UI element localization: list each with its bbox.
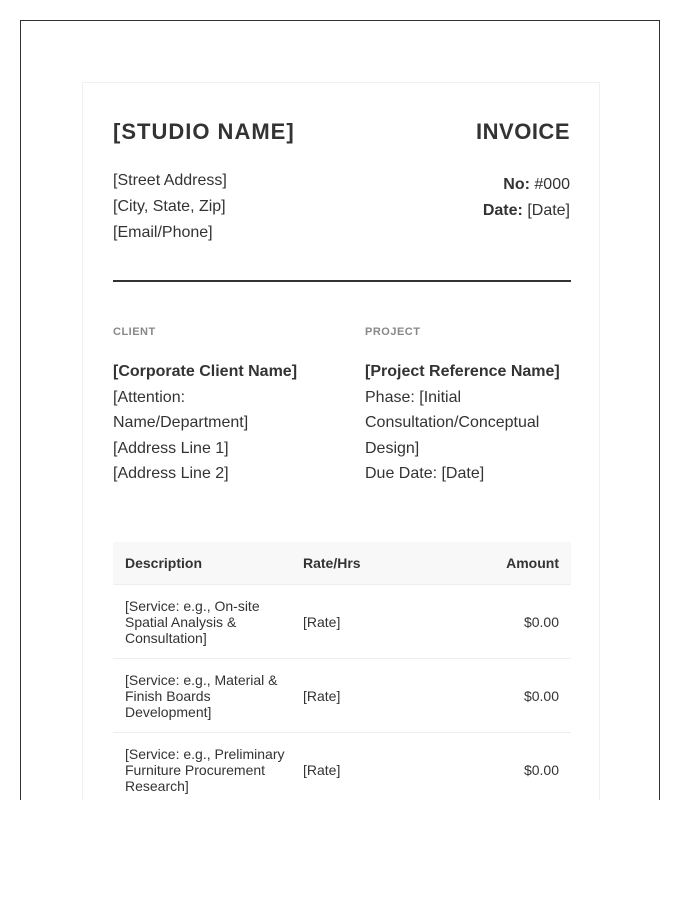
header-divider — [113, 280, 571, 282]
client-section-label: CLIENT — [113, 326, 156, 338]
header-rate: Rate/Hrs — [303, 555, 361, 571]
header-description: Description — [125, 555, 203, 571]
row-amount: $0.00 — [523, 687, 559, 704]
client-address-line-2: [Address Line 2] — [113, 465, 229, 483]
table-header — [113, 542, 571, 585]
row-description: [Service: e.g., Preliminary Furniture Procurement Research] — [125, 745, 285, 794]
studio-name: [STUDIO NAME] — [113, 119, 295, 144]
header-amount: Amount — [506, 555, 559, 571]
row-rate: [Rate] — [303, 613, 341, 630]
invoice-date-label: Date: — [482, 202, 523, 219]
project-details — [365, 359, 565, 487]
project-name: [Project Reference Name] — [365, 363, 560, 380]
table-row — [113, 585, 571, 659]
address-line-contact: [Email/Phone] — [113, 224, 213, 241]
client-attention: [Attention: Name/Department] — [113, 388, 249, 432]
row-amount: $0.00 — [523, 761, 559, 778]
client-details — [113, 359, 313, 487]
client-name: [Corporate Client Name] — [113, 363, 298, 380]
project-due-date: Due Date: [Date] — [365, 465, 485, 483]
row-description: [Service: e.g., On-site Spatial Analysis & Consultation] — [125, 597, 260, 646]
project-section-label: PROJECT — [365, 326, 421, 338]
project-phase: Phase: [Initial Consultation/Conceptual Design] — [365, 388, 540, 457]
address-line-street: [Street Address] — [113, 172, 227, 189]
page-frame — [20, 20, 660, 800]
invoice-title: INVOICE — [476, 119, 570, 144]
table-row — [113, 733, 571, 800]
row-amount: $0.00 — [523, 613, 559, 630]
invoice-meta — [483, 172, 570, 224]
invoice-number-label: No: — [503, 176, 530, 193]
line-items-table — [113, 542, 571, 800]
address-line-city: [City, State, Zip] — [113, 198, 226, 215]
row-rate: [Rate] — [303, 761, 341, 778]
invoice-number — [483, 172, 570, 198]
studio-address — [113, 168, 227, 246]
invoice-date-value: [Date] — [527, 202, 570, 219]
invoice-sheet — [82, 82, 600, 800]
invoice-date — [483, 198, 570, 224]
table-row — [113, 659, 571, 733]
row-rate: [Rate] — [303, 687, 341, 704]
client-address-line-1: [Address Line 1] — [113, 439, 229, 457]
row-description: [Service: e.g., Material & Finish Boards Development] — [125, 671, 278, 720]
invoice-number-value: #000 — [534, 176, 570, 193]
